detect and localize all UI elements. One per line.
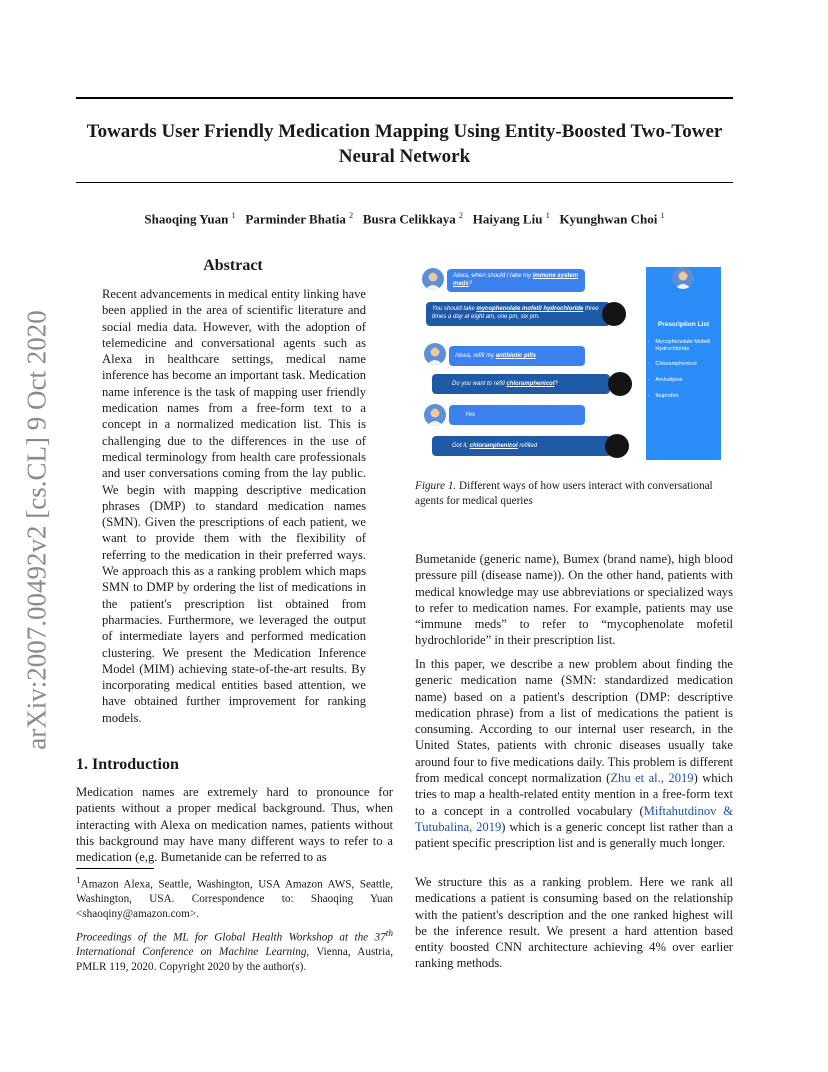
prescription-item: - Amlodipine bbox=[648, 377, 683, 383]
message-text: You should take bbox=[432, 306, 477, 312]
figure-label: Figure 1. bbox=[415, 480, 457, 492]
body-paragraph: Bumetanide (generic name), Bumex (brand name), high blood pressure pill (disease name)). On the other hand, patients with medical knowledge may use abbreviations or specialized ways to refer to medication names. For example, patients may use “immune meds” to refer to “mycophenolate mofetil hydrochloride” in their prescription list. bbox=[415, 552, 733, 648]
message-text: ? bbox=[468, 281, 473, 287]
agent-message-bubble bbox=[432, 374, 610, 394]
arxiv-stamp bbox=[22, 295, 52, 765]
user-avatar-icon bbox=[424, 343, 446, 365]
prescription-name: Chloramphenicol bbox=[655, 361, 697, 367]
author-name: Shaoqing Yuan bbox=[144, 211, 229, 227]
affiliation-mark: 1 bbox=[545, 211, 550, 220]
abstract-heading: Abstract bbox=[203, 257, 263, 274]
arxiv-stamp-text: arXiv:2007.00492v2 [cs.CL] 9 Oct 2020 bbox=[21, 310, 52, 750]
message-medication: antibiotic pills bbox=[495, 353, 537, 359]
user-avatar-icon bbox=[424, 404, 446, 426]
footnote-text: Amazon Alexa, Seattle, Washington, USA Amazon AWS, Seattle, Washington, USA. Correspondence to: Shaoqing Yuan <shaoqiny@amazon.com>. bbox=[76, 878, 393, 920]
author-name: Parminder Bhatia bbox=[245, 211, 346, 227]
prescription-item: - Ibuprofen bbox=[648, 393, 679, 399]
paper-title: Towards User Friendly Medication Mapping Using Entity-Boosted Two-Tower Neural Network bbox=[86, 121, 723, 167]
affiliation-footnote: $^1$Amazon Alexa, Seattle, Washington, USA Amazon AWS, Seattle, Washington, USA. Correspondence to: Shaoqing Yuan <shaoqiny@amazon.com>. bbox=[76, 876, 393, 920]
proceedings-rest: , Vienna, Austria, PMLR 119, 2020. Copyright 2020 by the author(s). bbox=[76, 946, 393, 973]
user-message-bubble bbox=[449, 405, 585, 425]
proceedings-note bbox=[76, 927, 393, 975]
prescription-item: - Mycophenolate Mofetil Hydrochloride bbox=[648, 339, 720, 353]
proceedings-venue: Proceedings of the ML for Global Health Workshop at the 37 bbox=[76, 931, 386, 944]
message-medication: chloramphenicol bbox=[469, 443, 518, 449]
affiliation-mark: 1 bbox=[231, 211, 236, 220]
prescription-list-panel bbox=[646, 267, 721, 460]
message-medication: mycophenolate mofetil hydrochloride bbox=[476, 306, 584, 312]
intro-paragraph: Medication names are extremely hard to pronounce for patients without a proper medical background. Thus, when interacting with Alexa on medication names, patients without this background may have many different ways to refer to a medication (e,g. Bumetanide can be referred to as bbox=[76, 785, 393, 865]
message-text: Got it, bbox=[452, 443, 470, 449]
message-text: Alexa, when should I take my bbox=[453, 273, 533, 279]
paragraph-text: ) which tries to map a health-related entity mention in a free-form text to a concept in a controlled vocabulary ( bbox=[415, 771, 733, 818]
prescription-name: Amlodipine bbox=[655, 377, 683, 383]
affiliation-mark: 1 bbox=[660, 211, 665, 220]
user-avatar-icon bbox=[422, 268, 444, 290]
body-paragraph bbox=[415, 656, 733, 852]
agent-message-bubble bbox=[426, 302, 610, 326]
citation-link[interactable]: Zhu et al., 2019 bbox=[610, 771, 694, 786]
agent-message-bubble bbox=[432, 436, 612, 456]
body-paragraph: We structure this as a ranking problem. Here we rank all medications a patient is consuming based on the relationship with the patient's description and the one ranked highest will be the inference result. We present a hard attention based entity boosted CNN architecture achieving 4% over earlier ranking methods. bbox=[415, 875, 733, 971]
citation-link[interactable]: Miftahutdinov & Tutubalina, 2019 bbox=[415, 803, 733, 834]
author-list bbox=[76, 211, 733, 227]
message-text: Do you want to refill bbox=[452, 381, 507, 387]
paragraph-text: ) which is a generic concept list rather than a patient specific prescription list and is generally much longer. bbox=[415, 819, 733, 851]
caption-text: Different ways of how users interact with conversational agents for medical queries bbox=[415, 480, 713, 507]
conference-name: International Conference on Machine Learning bbox=[76, 946, 307, 959]
agent-device-icon bbox=[605, 434, 629, 458]
footnote-rule bbox=[76, 868, 154, 869]
message-medication: chloramphenicol bbox=[506, 381, 555, 387]
affiliation-mark: 2 bbox=[458, 211, 463, 220]
prescription-list-title: Prescription List bbox=[657, 321, 710, 328]
agent-device-icon bbox=[602, 302, 626, 326]
user-message-bubble bbox=[447, 269, 585, 292]
agent-device-icon bbox=[608, 372, 632, 396]
title-bottom-rule bbox=[76, 182, 733, 183]
author-name: Haiyang Liu bbox=[472, 211, 543, 227]
author-name: Busra Celikkaya bbox=[362, 211, 456, 227]
message-text: Alexa, refill my bbox=[455, 353, 496, 359]
prescription-name: Ibuprofen bbox=[655, 393, 679, 399]
prescription-name: Mycophenolate Mofetil Hydrochloride bbox=[655, 339, 711, 352]
message-text: Yes bbox=[465, 412, 476, 418]
conversation-figure bbox=[420, 262, 721, 462]
patient-avatar-icon bbox=[672, 267, 694, 289]
title-top-rule bbox=[76, 97, 733, 99]
message-medication: immune system meds bbox=[453, 273, 579, 287]
prescription-item: - Chloramphenicol bbox=[648, 361, 697, 367]
affiliation-mark: 2 bbox=[349, 211, 354, 220]
message-text: refilled bbox=[517, 443, 538, 449]
author-name: Kyunghwan Choi bbox=[559, 211, 658, 227]
user-message-bubble bbox=[449, 346, 585, 366]
message-text: ? bbox=[554, 381, 558, 387]
figure-caption bbox=[415, 479, 733, 508]
ordinal-suffix: th bbox=[385, 929, 393, 939]
section-heading-introduction: 1. Introduction bbox=[76, 756, 179, 773]
paragraph-text: In this paper, we describe a new problem about finding the generic medication name (SMN: standardized medication name) based on a patient's description (DMP: descriptive medication phrase) from a list of medications the patient is consuming. According to our internal user research, in the United States, patients with chronic diseases usually take around four to five medications daily. This problem is different from medical concept normalization ( bbox=[415, 657, 733, 786]
message-text: three times a day at eight am, one pm, six pm. bbox=[432, 306, 599, 320]
abstract-text: Recent advancements in medical entity linking have been applied in the area of scientific literature and social media data. However, with the adoption of telemedicine and conversational agents such as Alexa in healthcare settings, medical name inference has become an important task. Medication name inference is the task of mapping user friendly medication names from a free-form text to a concept in a normalized medication list. This is challenging due to the differences in the use of medical terminology from health care professionals and user conversations coming from the lay public. We begin with mapping descriptive medication phrases (DMP) to standard medication names (SMN). Given the prescriptions of each patient, we want to provide them with the flexibility of referring to the medication in their preferred ways. We approach this as a ranking problem which maps SMN to DMP by ordering the list of medications in the patient's prescription list obtained from pharmacies. Furthermore, we leveraged the output of intermediate layers and performed medication clustering. We present the Medication Inference Model (MIM) achieving state-of-the-art results. By incorporating medical entities based attention, we have obtained further improvement for ranking models. bbox=[102, 287, 366, 725]
